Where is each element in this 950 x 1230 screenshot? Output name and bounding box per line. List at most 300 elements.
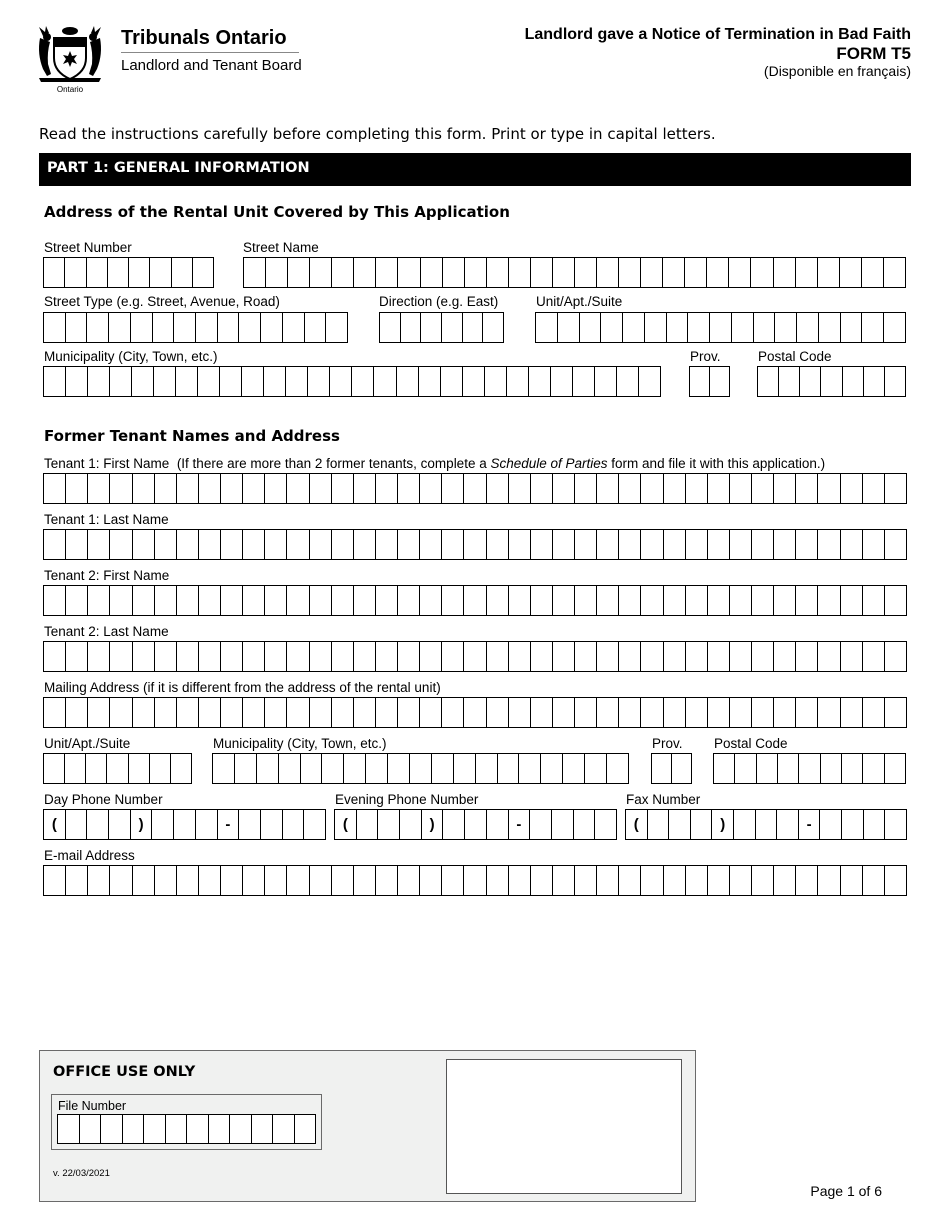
character-box[interactable] [863,530,885,559]
character-box[interactable] [575,474,597,503]
character-box[interactable] [243,642,265,671]
character-box[interactable] [150,258,171,287]
character-box[interactable] [332,258,354,287]
character-box[interactable] [252,1115,274,1143]
character-box[interactable] [563,754,585,783]
character-box[interactable] [443,810,465,839]
character-box[interactable] [796,258,818,287]
character-box[interactable] [575,586,597,615]
evening-phone-field[interactable] [334,809,617,840]
character-box[interactable] [310,258,332,287]
character-box[interactable] [172,258,193,287]
character-box[interactable] [774,698,796,727]
character-box[interactable] [487,642,509,671]
character-box[interactable] [332,474,354,503]
character-box[interactable] [376,586,398,615]
character-box[interactable] [863,754,884,783]
character-box[interactable] [176,367,198,396]
character-box[interactable] [752,866,774,895]
character-box[interactable] [155,698,177,727]
character-box[interactable] [110,586,132,615]
character-box[interactable] [585,754,607,783]
street-name-field[interactable] [243,257,906,288]
character-box[interactable] [531,474,553,503]
character-box[interactable] [354,866,376,895]
character-box[interactable] [44,367,66,396]
character-box[interactable] [841,642,863,671]
character-box[interactable] [841,474,863,503]
character-box[interactable] [575,866,597,895]
character-box[interactable] [597,586,619,615]
character-box[interactable] [420,866,442,895]
character-box[interactable] [133,530,155,559]
character-box[interactable] [287,866,309,895]
character-box[interactable] [265,586,287,615]
character-box[interactable] [597,474,619,503]
character-box[interactable] [619,530,641,559]
character-box[interactable] [641,698,663,727]
character-box[interactable] [354,586,376,615]
character-box[interactable] [818,586,840,615]
character-box[interactable] [732,313,754,342]
character-box[interactable] [617,367,639,396]
character-box[interactable] [509,698,531,727]
character-box[interactable] [261,810,283,839]
character-box[interactable] [266,258,288,287]
character-box[interactable] [421,258,443,287]
character-box[interactable] [818,642,840,671]
character-box[interactable] [177,586,199,615]
character-box[interactable] [354,474,376,503]
character-box[interactable] [110,866,132,895]
character-box[interactable] [243,474,265,503]
character-box[interactable] [597,866,619,895]
character-box[interactable] [378,810,400,839]
character-box[interactable] [691,810,713,839]
character-box[interactable] [398,258,420,287]
character-box[interactable] [619,642,641,671]
tenant-municipality-field[interactable] [212,753,629,784]
character-box[interactable] [730,474,752,503]
character-box[interactable] [483,313,503,342]
character-box[interactable] [354,642,376,671]
character-box[interactable] [574,810,596,839]
character-box[interactable] [575,698,597,727]
character-box[interactable] [708,474,730,503]
character-box[interactable] [155,586,177,615]
character-box[interactable] [799,754,820,783]
character-box[interactable] [595,810,616,839]
character-box[interactable] [87,258,108,287]
character-box[interactable] [758,367,779,396]
character-box[interactable] [110,367,132,396]
character-box[interactable] [641,530,663,559]
character-box[interactable] [108,258,129,287]
character-box[interactable] [730,586,752,615]
character-box[interactable] [465,810,487,839]
character-box[interactable] [818,866,840,895]
character-box[interactable] [332,866,354,895]
character-box[interactable] [129,258,150,287]
character-box[interactable] [177,866,199,895]
character-box[interactable] [376,866,398,895]
character-box[interactable] [376,474,398,503]
character-box[interactable] [708,866,730,895]
character-box[interactable] [756,810,778,839]
character-box[interactable] [410,754,432,783]
tenant-province-field[interactable] [651,753,692,784]
character-box[interactable] [199,866,221,895]
character-box[interactable] [774,474,796,503]
character-box[interactable] [641,258,663,287]
character-box[interactable] [332,642,354,671]
character-box[interactable] [672,754,691,783]
character-box[interactable] [310,474,332,503]
character-box[interactable] [820,810,842,839]
character-box[interactable] [326,313,347,342]
character-box[interactable] [322,754,344,783]
character-box[interactable] [509,866,531,895]
character-box[interactable] [541,754,563,783]
character-box[interactable] [44,642,66,671]
character-box[interactable] [864,367,885,396]
character-box[interactable] [796,530,818,559]
character-box[interactable] [352,367,374,396]
character-box[interactable] [688,313,710,342]
character-box[interactable] [109,810,131,839]
character-box[interactable] [619,586,641,615]
character-box[interactable] [690,367,710,396]
character-box[interactable] [221,866,243,895]
day-phone-field[interactable] [43,809,326,840]
character-box[interactable] [597,530,619,559]
character-box[interactable] [380,313,401,342]
character-box[interactable] [88,642,110,671]
character-box[interactable] [198,367,220,396]
character-box[interactable] [664,474,686,503]
character-box[interactable] [376,698,398,727]
character-box[interactable] [304,810,325,839]
character-box[interactable] [133,586,155,615]
character-box[interactable] [376,530,398,559]
character-box[interactable] [419,367,441,396]
character-box[interactable] [664,530,686,559]
character-box[interactable] [752,530,774,559]
character-box[interactable] [531,642,553,671]
tenant1-last-name-field[interactable] [43,529,907,560]
character-box[interactable] [553,698,575,727]
character-box[interactable] [376,258,398,287]
character-box[interactable] [708,642,730,671]
character-box[interactable] [166,1115,188,1143]
character-box[interactable] [44,313,66,342]
character-box[interactable] [821,367,842,396]
character-box[interactable] [330,367,352,396]
character-box[interactable] [707,258,729,287]
character-box[interactable] [774,866,796,895]
character-box[interactable] [464,474,486,503]
character-box[interactable] [841,313,863,342]
character-box[interactable] [398,866,420,895]
character-box[interactable] [663,258,685,287]
character-box[interactable] [796,698,818,727]
character-box[interactable] [885,530,906,559]
character-box[interactable] [398,530,420,559]
character-box[interactable] [751,258,773,287]
character-box[interactable] [884,258,905,287]
character-box[interactable] [818,474,840,503]
character-box[interactable] [730,530,752,559]
character-box[interactable] [376,642,398,671]
character-box[interactable] [287,698,309,727]
character-box[interactable] [775,313,797,342]
character-box[interactable] [862,313,884,342]
character-box[interactable] [558,313,580,342]
character-box[interactable] [686,698,708,727]
character-box[interactable] [283,810,305,839]
character-box[interactable] [796,586,818,615]
character-box[interactable] [884,313,905,342]
character-box[interactable] [441,367,463,396]
character-box[interactable] [863,866,885,895]
character-box[interactable] [109,313,131,342]
character-box[interactable] [573,367,595,396]
character-box[interactable] [401,313,422,342]
character-box[interactable] [885,810,906,839]
character-box[interactable] [155,642,177,671]
character-box[interactable] [154,367,176,396]
character-box[interactable] [509,258,531,287]
character-box[interactable] [553,530,575,559]
character-box[interactable] [400,810,422,839]
character-box[interactable] [863,474,885,503]
character-box[interactable] [442,530,464,559]
character-box[interactable] [487,474,509,503]
character-box[interactable] [777,810,799,839]
character-box[interactable] [735,754,756,783]
character-box[interactable] [129,754,150,783]
character-box[interactable] [464,642,486,671]
character-box[interactable] [66,810,88,839]
character-box[interactable] [144,1115,166,1143]
character-box[interactable] [295,1115,316,1143]
character-box[interactable] [196,810,218,839]
character-box[interactable] [123,1115,145,1143]
character-box[interactable] [509,642,531,671]
character-box[interactable] [619,474,641,503]
character-box[interactable] [734,810,756,839]
character-box[interactable] [155,530,177,559]
file-number-field[interactable] [57,1114,316,1144]
character-box[interactable] [464,586,486,615]
character-box[interactable] [152,810,174,839]
character-box[interactable] [155,866,177,895]
character-box[interactable] [199,530,221,559]
character-box[interactable] [110,530,132,559]
character-box[interactable] [551,367,573,396]
character-box[interactable] [187,1115,209,1143]
mailing-address-field[interactable] [43,697,907,728]
character-box[interactable] [199,474,221,503]
character-box[interactable] [354,530,376,559]
character-box[interactable] [442,642,464,671]
character-box[interactable] [641,642,663,671]
character-box[interactable] [648,810,670,839]
character-box[interactable] [420,530,442,559]
character-box[interactable] [332,530,354,559]
character-box[interactable] [432,754,454,783]
character-box[interactable] [88,586,110,615]
character-box[interactable] [841,586,863,615]
character-box[interactable] [664,586,686,615]
character-box[interactable] [686,866,708,895]
character-box[interactable] [595,367,617,396]
character-box[interactable] [664,642,686,671]
character-box[interactable] [221,642,243,671]
character-box[interactable] [553,258,575,287]
character-box[interactable] [265,474,287,503]
character-box[interactable] [354,258,376,287]
character-box[interactable] [88,530,110,559]
character-box[interactable] [507,367,529,396]
character-box[interactable] [531,530,553,559]
direction-field[interactable] [379,312,504,343]
character-box[interactable] [729,258,751,287]
character-box[interactable] [88,474,110,503]
character-box[interactable] [265,866,287,895]
character-box[interactable] [864,810,886,839]
character-box[interactable] [597,642,619,671]
character-box[interactable] [840,258,862,287]
character-box[interactable] [283,313,305,342]
character-box[interactable] [487,530,509,559]
character-box[interactable] [841,530,863,559]
character-box[interactable] [193,258,213,287]
character-box[interactable] [664,866,686,895]
tenant-postal-code-field[interactable] [713,753,906,784]
character-box[interactable] [65,258,86,287]
character-box[interactable] [531,698,553,727]
character-box[interactable] [420,474,442,503]
character-box[interactable] [80,1115,102,1143]
character-box[interactable] [487,866,509,895]
character-box[interactable] [752,586,774,615]
character-box[interactable] [213,754,235,783]
character-box[interactable] [66,474,88,503]
character-box[interactable] [257,754,279,783]
character-box[interactable] [885,754,905,783]
character-box[interactable] [752,474,774,503]
character-box[interactable] [863,642,885,671]
character-box[interactable] [509,474,531,503]
character-box[interactable] [619,698,641,727]
character-box[interactable] [442,313,463,342]
character-box[interactable] [519,754,541,783]
character-box[interactable] [686,642,708,671]
character-box[interactable] [710,367,729,396]
character-box[interactable] [821,754,842,783]
character-box[interactable] [778,754,799,783]
character-box[interactable] [66,866,88,895]
character-box[interactable] [885,642,906,671]
character-box[interactable] [752,642,774,671]
character-box[interactable] [862,258,884,287]
character-box[interactable] [66,642,88,671]
character-box[interactable] [110,642,132,671]
character-box[interactable] [155,474,177,503]
character-box[interactable] [133,474,155,503]
character-box[interactable] [645,313,667,342]
character-box[interactable] [357,810,379,839]
character-box[interactable] [619,258,641,287]
character-box[interactable] [243,530,265,559]
province-field[interactable] [689,366,730,397]
character-box[interactable] [818,698,840,727]
character-box[interactable] [221,698,243,727]
character-box[interactable] [774,258,796,287]
character-box[interactable] [714,754,735,783]
character-box[interactable] [686,586,708,615]
character-box[interactable] [652,754,672,783]
character-box[interactable] [819,313,841,342]
character-box[interactable] [575,642,597,671]
character-box[interactable] [841,866,863,895]
character-box[interactable] [66,698,88,727]
character-box[interactable] [487,698,509,727]
character-box[interactable] [641,866,663,895]
character-box[interactable] [199,642,221,671]
character-box[interactable] [553,474,575,503]
character-box[interactable] [287,642,309,671]
fax-field[interactable] [625,809,907,840]
character-box[interactable] [44,474,66,503]
character-box[interactable] [174,810,196,839]
character-box[interactable] [209,1115,231,1143]
character-box[interactable] [443,258,465,287]
character-box[interactable] [287,474,309,503]
character-box[interactable] [287,586,309,615]
character-box[interactable] [601,313,623,342]
character-box[interactable] [463,367,485,396]
character-box[interactable] [235,754,257,783]
street-number-field[interactable] [43,257,214,288]
character-box[interactable] [442,586,464,615]
character-box[interactable] [150,754,171,783]
character-box[interactable] [641,586,663,615]
character-box[interactable] [485,367,507,396]
character-box[interactable] [796,866,818,895]
character-box[interactable] [509,530,531,559]
character-box[interactable] [531,258,553,287]
character-box[interactable] [779,367,800,396]
street-type-field[interactable] [43,312,348,343]
character-box[interactable] [531,586,553,615]
character-box[interactable] [177,474,199,503]
character-box[interactable] [220,367,242,396]
tenant-unit-field[interactable] [43,753,192,784]
character-box[interactable] [641,474,663,503]
character-box[interactable] [885,698,906,727]
character-box[interactable] [509,586,531,615]
character-box[interactable] [288,258,310,287]
character-box[interactable] [464,530,486,559]
character-box[interactable] [332,586,354,615]
character-box[interactable] [88,866,110,895]
character-box[interactable] [420,642,442,671]
character-box[interactable] [177,642,199,671]
character-box[interactable] [553,586,575,615]
character-box[interactable] [597,698,619,727]
